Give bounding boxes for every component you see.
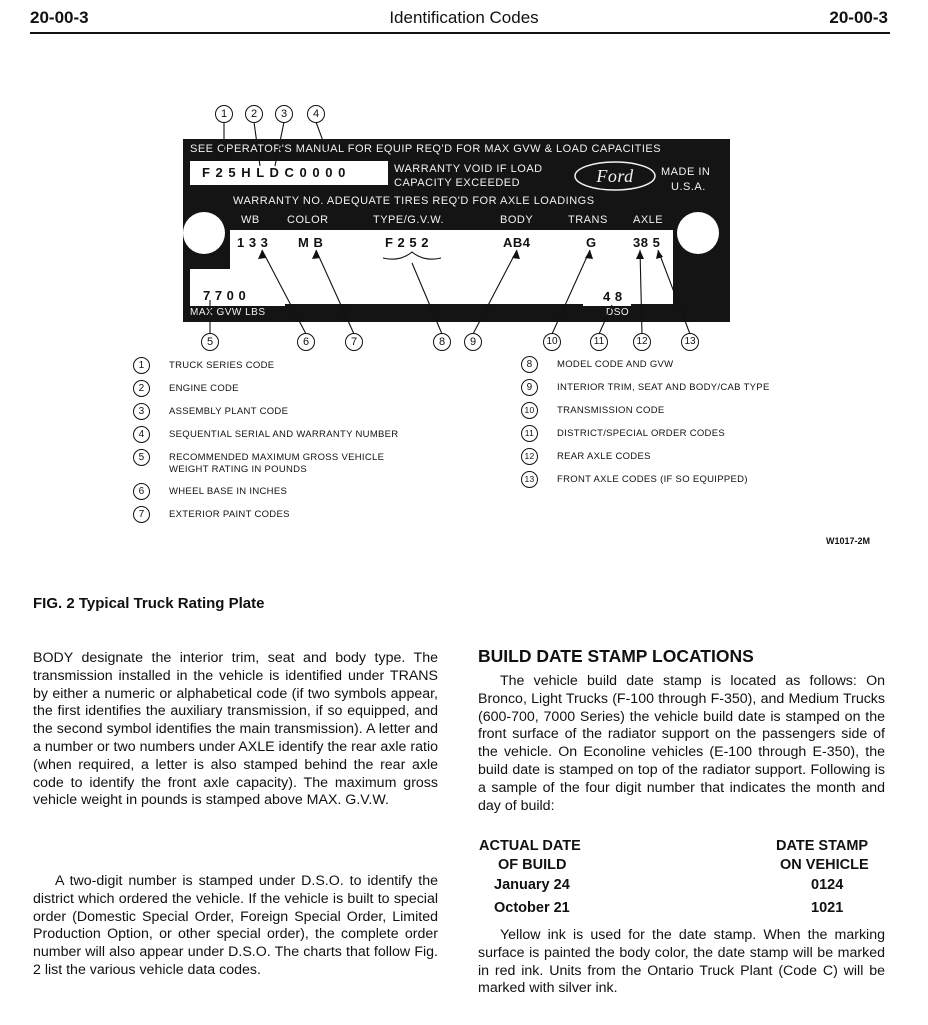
table-row-2-stamp: 1021 [811, 900, 844, 916]
figure-caption: FIG. 2 Typical Truck Rating Plate [33, 595, 265, 612]
ink-paragraph: Yellow ink is used for the date stamp. When the marking surface is painted the body color, the date stamp will be marked in red ink. Units from the Ontario Truck Plant (Code C) will be marked with silver ink. [478, 927, 885, 997]
serial-number: F 2 5 H L D C 0 0 0 0 [202, 165, 347, 180]
legend-number: 2 [133, 380, 150, 397]
label-body: BODY [500, 214, 534, 226]
legend-number: 6 [133, 483, 150, 500]
legend-text: EXTERIOR PAINT CODES [169, 509, 290, 520]
legend-text: TRANSMISSION CODE [557, 405, 665, 416]
dso-label: DSO [606, 307, 630, 318]
table-row-2-date: October 21 [494, 900, 570, 916]
build-date-paragraph: The vehicle build date stamp is located as follows: On Bronco, Light Trucks (F-100 through F-350), and Medium Trucks (600-700, 7000 Series) the vehicle build date is stamped on the front surface of the radiator support on the passengers side of the vehicle. On Econoline vehicles (E-100 through E-350), the build date is stamped on top of the radiator support. Following is a sample of the four digit number that indicates the month and day of build: [478, 673, 885, 814]
warranty-no-line: WARRANTY NO. ADEQUATE TIRES REQ'D FOR AXLE LOADINGS [233, 195, 595, 207]
label-wb: WB [241, 214, 260, 226]
plate-top-line: SEE OPERATOR'S MANUAL FOR EQUIP REQ'D FOR MAX GVW & LOAD CAPACITIES [190, 143, 662, 155]
table-head-right-2: ON VEHICLE [780, 857, 869, 873]
legend-number: 5 [133, 449, 150, 466]
table-head-left-1: ACTUAL DATE [479, 838, 581, 854]
legend-text: ENGINE CODE [169, 383, 239, 394]
legend-text: TRUCK SERIES CODE [169, 360, 275, 371]
section-heading: BUILD DATE STAMP LOCATIONS [478, 646, 754, 666]
value-trans: G [586, 235, 597, 250]
callout-3: 3 [275, 105, 293, 123]
label-color: COLOR [287, 214, 329, 226]
warranty-void-line1: WARRANTY VOID IF LOAD [394, 163, 543, 175]
legend-text-line2: WEIGHT RATING IN POUNDS [169, 464, 307, 475]
body-paragraph-1: BODY designate the interior trim, seat and body type. The transmission installed in the vehicle is identified under TRANS by either a numeric or alphabetical code (if two symbols appear, the first identifies the auxiliary transmission, if so equipped, and the second symbol identifies the main transmission). A letter and a number or two numbers under AXLE identify the rear axle ratio (when required, a letter is also stamped behind the rear axle code to identify the front axle capacity). The maximum gross vehicle weight in pounds is stamped above MAX. G.V.W. [33, 650, 438, 809]
value-type-gvw: F 2 5 2 [385, 235, 429, 250]
gvw-label: MAX GVW LBS [190, 307, 266, 318]
value-wb: 1 3 3 [237, 235, 269, 250]
value-axle: 38 5 [633, 235, 661, 250]
legend-number: 11 [521, 425, 538, 442]
made-in-line1: MADE IN [661, 166, 711, 178]
dso-value: 4 8 [603, 289, 623, 304]
label-type-gvw: TYPE/G.V.W. [373, 214, 445, 226]
legend-text: FRONT AXLE CODES (IF SO EQUIPPED) [557, 474, 748, 485]
svg-text:Ford: Ford [596, 166, 634, 186]
legend-text: ASSEMBLY PLANT CODE [169, 406, 289, 417]
legend-number: 8 [521, 356, 538, 373]
page-number-left: 20-00-3 [30, 8, 89, 27]
page-number-right: 20-00-3 [829, 8, 888, 27]
warranty-void-line2: CAPACITY EXCEEDED [394, 177, 521, 189]
value-body: AB4 [503, 235, 531, 250]
legend-number: 3 [133, 403, 150, 420]
legend-text: DISTRICT/SPECIAL ORDER CODES [557, 428, 725, 439]
legend-number: 7 [133, 506, 150, 523]
label-axle: AXLE [633, 214, 664, 226]
callout-12: 12 [633, 333, 651, 351]
legend-number: 13 [521, 471, 538, 488]
legend-text: RECOMMENDED MAXIMUM GROSS VEHICLE [169, 452, 385, 463]
callout-8: 8 [433, 333, 451, 351]
callout-2: 2 [245, 105, 263, 123]
legend-number: 12 [521, 448, 538, 465]
legend-text: MODEL CODE AND GVW [557, 359, 674, 370]
page-title: Identification Codes [389, 8, 539, 27]
table-row-1-date: January 24 [494, 877, 570, 893]
legend-text: INTERIOR TRIM, SEAT AND BODY/CAB TYPE [557, 382, 770, 393]
body-paragraph-2: A two-digit number is stamped under D.S.O. to identify the district which ordered the vehicle. If the vehicle is built to special order (Domestic Special Order, Foreign Special Order, Limited Production Option, or other special order), the complete order number will also appear under D.S.O. The charts that follow Fig. 2 list the various vehicle data codes. [33, 873, 438, 978]
legend-text: SEQUENTIAL SERIAL AND WARRANTY NUMBER [169, 429, 399, 440]
table-head-right-1: DATE STAMP [776, 838, 869, 854]
table-row-1-stamp: 0124 [811, 877, 844, 893]
callout-1: 1 [215, 105, 233, 123]
legend-number: 1 [133, 357, 150, 374]
callout-4: 4 [307, 105, 325, 123]
callout-7: 7 [345, 333, 363, 351]
legend-number: 9 [521, 379, 538, 396]
made-in-line2: U.S.A. [671, 181, 706, 193]
gvw-value: 7 7 0 0 [203, 288, 247, 303]
callout-11: 11 [590, 333, 608, 351]
callout-6: 6 [297, 333, 315, 351]
legend-text: REAR AXLE CODES [557, 451, 651, 462]
legend-number: 10 [521, 402, 538, 419]
value-color: M B [298, 235, 324, 250]
table-head-left-2: OF BUILD [498, 857, 567, 873]
callout-13: 13 [681, 333, 699, 351]
callout-9: 9 [464, 333, 482, 351]
legend-number: 4 [133, 426, 150, 443]
callout-5: 5 [201, 333, 219, 351]
label-trans: TRANS [568, 214, 608, 226]
legend-text: WHEEL BASE IN INCHES [169, 486, 288, 497]
figure-id: W1017-2M [826, 536, 871, 546]
callout-10: 10 [543, 333, 561, 351]
